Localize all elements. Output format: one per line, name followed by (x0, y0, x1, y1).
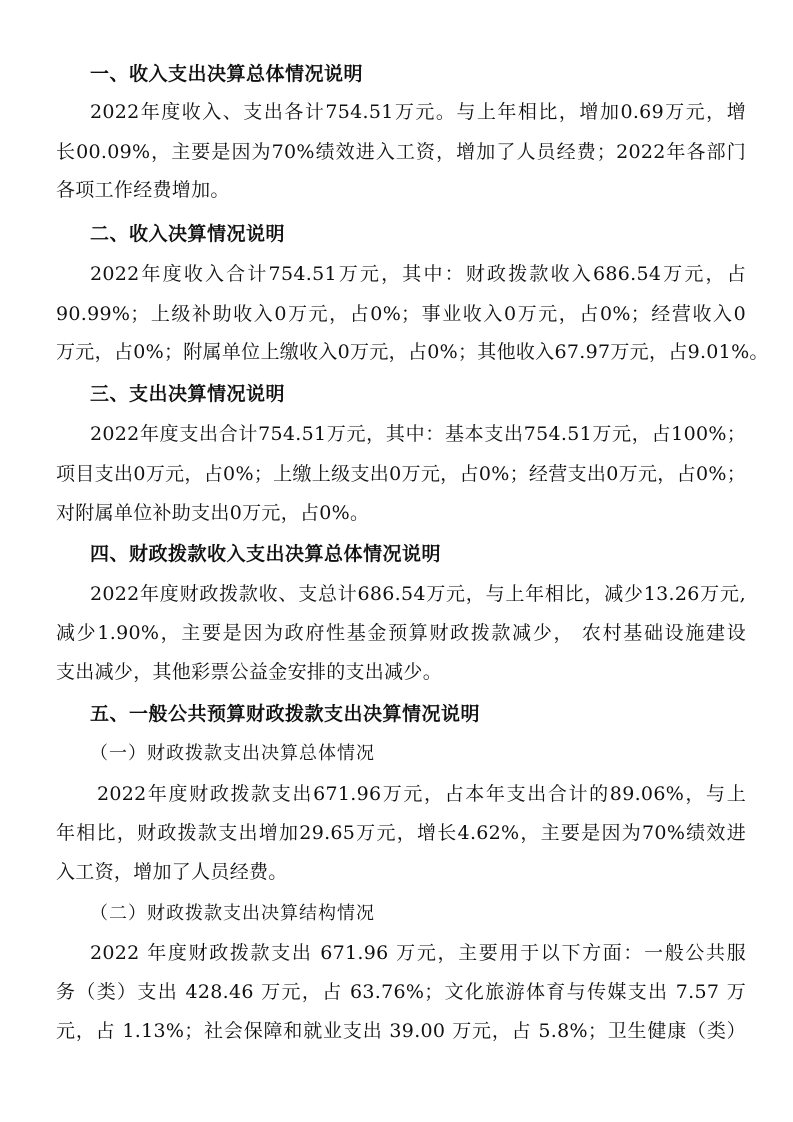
paragraph-line: 2022年度财政拨款支出671.96万元，占本年支出合计的89.06%，与上 (97, 783, 746, 805)
section-heading-income: 二、收入决算情况说明 (90, 223, 286, 245)
paragraph-line: 长00.09%，主要是因为70%绩效进入工资，增加了人员经费；2022年各部门 (56, 141, 746, 163)
paragraph-line: 支出减少，其他彩票公益金安排的支出减少。 (56, 661, 443, 683)
paragraph-line: 项目支出0万元，占0%；上缴上级支出0万元，占0%；经营支出0万元，占0%； (56, 463, 746, 485)
paragraph-line: 2022年度收入、支出各计754.51万元。与上年相比，增加0.69万元，增 (90, 101, 746, 123)
section-heading-expenditure: 三、支出决算情况说明 (90, 383, 286, 405)
paragraph-line: 2022年度财政拨款收、支总计686.54万元，与上年相比，减少13.26万元, (90, 583, 746, 605)
paragraph-line: 减少1.90%，主要是因为政府性基金预算财政拨款减少， 农村基础设施建设 (56, 622, 746, 644)
paragraph-line: 2022年度支出合计754.51万元，其中：基本支出754.51万元，占100%； (90, 423, 746, 445)
section-heading-general-public-budget: 五、一般公共预算财政拨款支出决算情况说明 (90, 703, 481, 725)
paragraph-line: 对附属单位补助支出0万元，占0%。 (56, 502, 370, 524)
section-heading-fiscal-appropriation-overview: 四、财政拨款收入支出决算总体情况说明 (90, 543, 442, 565)
paragraph-line: 90.99%；上级补助收入0万元，占0%；事业收入0万元，占0%；经营收入0 (56, 303, 746, 325)
section-heading-income-expenditure-overview: 一、收入支出决算总体情况说明 (90, 63, 364, 85)
paragraph-line: 万元，占0%；附属单位上缴收入0万元，占0%；其他收入67.97万元，占9.01%。 (56, 341, 769, 363)
paragraph-line: 2022年度收入合计754.51万元，其中：财政拨款收入686.54万元，占 (90, 263, 746, 285)
paragraph-line: 务（类）支出 428.46 万元，占 63.76%；文化旅游体育与传媒支出 7.57 万 (56, 981, 746, 1003)
paragraph-line: 入工资，增加了人员经费。 (56, 861, 288, 883)
paragraph-line: 2022 年度财政拨款支出 671.96 万元，主要用于以下方面：一般公共服 (90, 942, 746, 964)
paragraph-line: 各项工作经费增加。 (56, 179, 230, 201)
subsection-heading-structure: （二）财政拨款支出决算结构情况 (90, 903, 375, 924)
paragraph-line: 年相比，财政拨款支出增加29.65万元，增长4.62%，主要是因为70%绩效进 (56, 822, 746, 844)
paragraph-line: 元，占 1.13%；社会保障和就业支出 39.00 万元，占 5.8%；卫生健康（类） (56, 1020, 746, 1042)
subsection-heading-overall: （一）财政拨款支出决算总体情况 (90, 743, 375, 764)
